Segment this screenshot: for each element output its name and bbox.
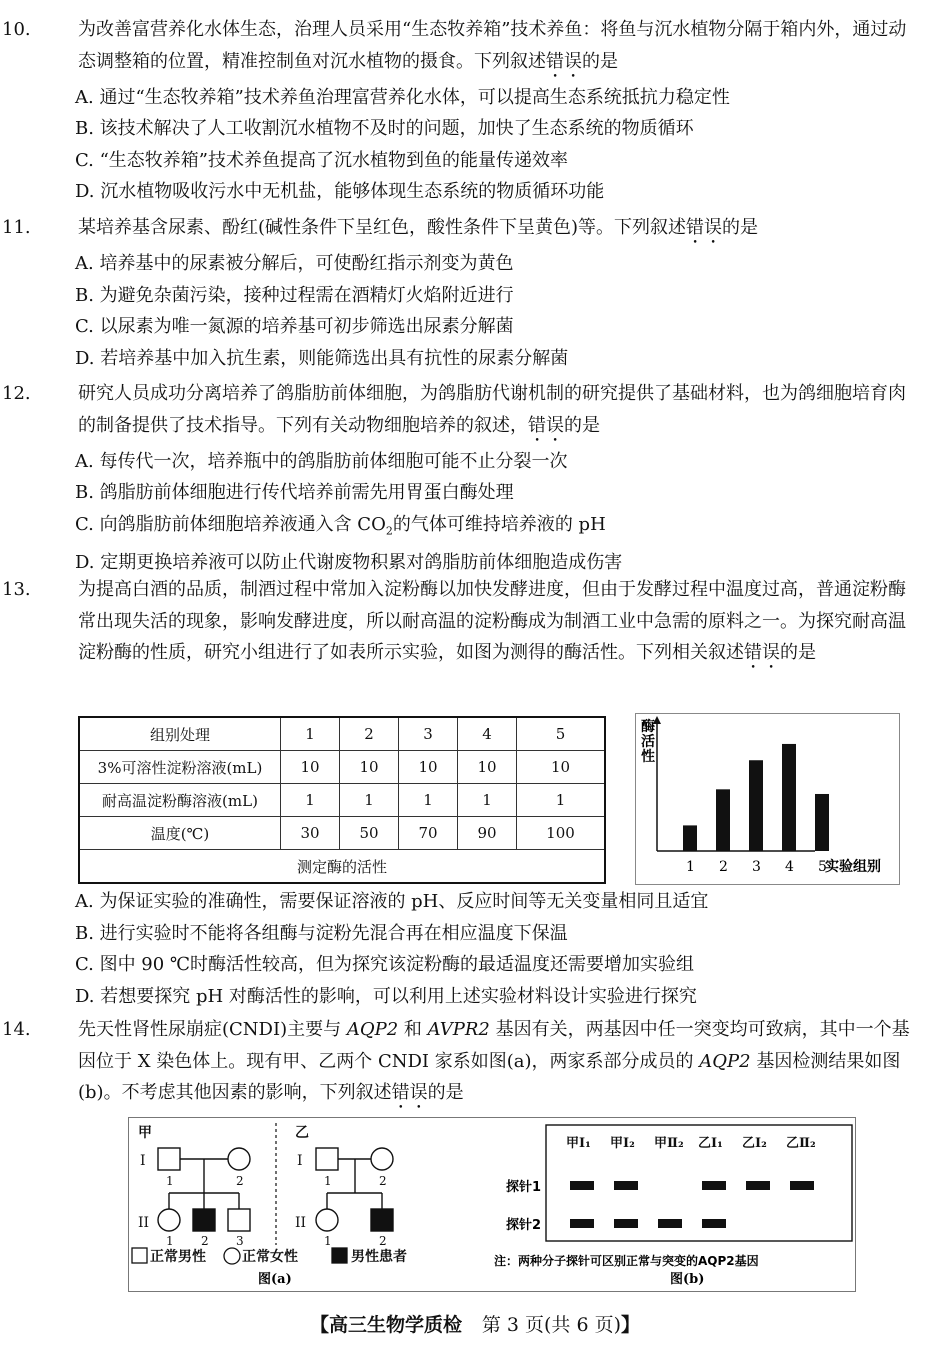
figure-caption: 图(a) <box>258 1272 292 1287</box>
gene-name: AVPR2 <box>427 1019 490 1040</box>
stem-text: 基因检测结果如图(b)。不考虑其他因素的影响，下列叙述 <box>78 1050 901 1103</box>
question-stem <box>2 378 915 446</box>
affected-male-symbol <box>371 1209 393 1231</box>
table-cell: 测定酶的活性 <box>79 850 605 884</box>
table-cell: 1 <box>281 717 340 751</box>
table-cell: 10 <box>281 751 340 784</box>
question-stem <box>2 1014 915 1113</box>
question-12 <box>2 378 915 578</box>
normal-female-symbol <box>228 1148 250 1170</box>
lane-label: 甲Ⅱ₂ <box>654 1136 684 1151</box>
question-number: 13. <box>2 579 31 600</box>
individual-number: 1 <box>324 1174 332 1188</box>
option-d[interactable]: D. 定期更换培养液可以防止代谢废物积累对鸽脂肪前体细胞造成伤害 <box>75 551 623 573</box>
normal-female-symbol <box>371 1148 393 1170</box>
question-number: 11. <box>2 217 31 238</box>
question-stem <box>2 14 915 82</box>
enzyme-activity-chart <box>635 713 900 885</box>
generation-label: II <box>138 1215 150 1231</box>
individual-number: 1 <box>166 1234 174 1248</box>
lane-label: 甲Ⅰ₁ <box>566 1136 591 1151</box>
affected-male-symbol <box>193 1209 215 1231</box>
individual-number: 3 <box>236 1234 244 1248</box>
question-10 <box>2 14 915 208</box>
y-label-3: 性 <box>641 749 655 765</box>
family-label-a: 甲 <box>138 1125 152 1141</box>
stem-text: 先天性肾性尿崩症(CNDI)主要与 <box>78 1019 347 1040</box>
bars-group <box>683 744 829 875</box>
x-tick-label: 2 <box>719 859 728 875</box>
lane-label: 乙Ⅰ₂ <box>742 1136 767 1151</box>
question-number: 14. <box>2 1019 31 1040</box>
legend-label: 正常女性 <box>242 1249 298 1265</box>
bar-3 <box>749 760 763 851</box>
question-number: 12. <box>2 383 31 404</box>
x-axis-label: 实验组别 <box>825 859 881 875</box>
option-a[interactable]: A. 培养基中的尿素被分解后，可使酚红指示剂变为黄色 <box>75 253 514 274</box>
question-stem <box>2 212 915 248</box>
stem-emphasis: 错误 <box>391 1082 428 1103</box>
table-row <box>79 817 605 850</box>
table-cell: 组别处理 <box>79 717 281 751</box>
stem-tail: 的是 <box>427 1082 464 1103</box>
stem-text: 研究人员成功分离培养了鸽脂肪前体细胞，为鸽脂肪代谢机制的研究提供了基础材料，也为鸽细胞培育肉的制备提供了技术指导。下列有关动物细胞培养的叙述， <box>78 383 906 436</box>
table-cell: 10 <box>458 751 517 784</box>
table-cell: 5 <box>517 717 606 751</box>
stem-emphasis: 错误 <box>528 414 564 436</box>
normal-male-symbol <box>228 1209 250 1231</box>
bar-4 <box>782 744 796 851</box>
individual-number: 1 <box>324 1234 332 1248</box>
stem-text: 某培养基含尿素、酚红(碱性条件下呈红色，酸性条件下呈黄色)等。下列叙述 <box>78 217 687 238</box>
probe1-band <box>790 1181 814 1190</box>
legend-male-icon <box>132 1248 147 1263</box>
x-tick-label: 5 <box>818 859 827 875</box>
stem-tail: 的是 <box>780 642 816 663</box>
stem-emphasis: 错误 <box>744 642 780 663</box>
option-c[interactable]: C. “生态牧养箱”技术养鱼提高了沉水植物到鱼的能量传递效率 <box>75 149 568 171</box>
table-cell: 1 <box>458 784 517 817</box>
probe1-band <box>746 1181 770 1190</box>
option-b[interactable]: B. 为避免杂菌污染，接种过程需在酒精灯火焰附近进行 <box>75 284 514 306</box>
normal-male-symbol <box>316 1148 338 1170</box>
option-a[interactable]: A. 每传代一次，培养瓶中的鸽脂肪前体细胞可能不止分裂一次 <box>75 450 568 472</box>
individual-number: 2 <box>379 1234 387 1248</box>
y-label-2: 活 <box>641 734 655 750</box>
probe1-band <box>614 1181 638 1190</box>
probe2-band <box>570 1219 594 1228</box>
page-footer <box>0 1310 950 1337</box>
question-stem <box>2 574 915 673</box>
gel-note: 注：两种分子探针可区别正常与突变的AQP2基因 <box>494 1254 759 1268</box>
option-c-text: C. 向鸽脂肪前体细胞培养液通入含 CO <box>75 513 386 535</box>
option-b[interactable]: B. 进行实验时不能将各组酶与淀粉先混合再在相应温度下保温 <box>75 922 568 944</box>
figure-caption: 图(b) <box>670 1272 705 1287</box>
question-11 <box>2 212 915 374</box>
generation-label: I <box>140 1153 146 1169</box>
question-13-options <box>40 886 915 1012</box>
stem-tail: 的是 <box>582 50 618 72</box>
pedigree-figure <box>128 1117 448 1292</box>
table-footer-row <box>79 850 605 884</box>
lane-label: 甲Ⅰ₂ <box>610 1136 635 1151</box>
table-cell: 1 <box>517 784 606 817</box>
stem-emphasis: 错误 <box>686 217 723 238</box>
table-cell: 1 <box>399 784 458 817</box>
x-tick-label: 4 <box>785 859 794 875</box>
family-label-b: 乙 <box>295 1125 309 1141</box>
individual-number: 2 <box>236 1174 244 1188</box>
lane-label: 乙Ⅰ₁ <box>698 1136 723 1151</box>
option-a[interactable]: A. 为保证实验的准确性，需要保证溶液的 pH、反应时间等无关变量相同且适宜 <box>75 891 709 912</box>
gel-figure <box>490 1117 856 1292</box>
stem-emphasis: 错误 <box>546 50 582 72</box>
table-cell: 温度(℃) <box>79 817 281 850</box>
experiment-table <box>78 716 606 884</box>
probe-label: 探针2 <box>506 1218 542 1233</box>
stem-text: 和 <box>398 1019 428 1040</box>
generation-label: II <box>295 1215 307 1231</box>
option-d[interactable]: D. 若培养基中加入抗生素，则能筛选出具有抗性的尿素分解菌 <box>75 347 569 369</box>
table-cell: 90 <box>458 817 517 850</box>
footer-title: 【高三生物学质检 <box>309 1314 462 1336</box>
bar-1 <box>683 825 697 851</box>
x-tick-label: 3 <box>752 859 761 875</box>
legend-patient-icon <box>332 1248 347 1263</box>
bar-5 <box>815 794 829 851</box>
legend-label: 男性患者 <box>351 1249 407 1265</box>
gene-name: AQP2 <box>346 1019 399 1040</box>
legend-female-icon <box>224 1248 240 1264</box>
probe1-band <box>570 1181 594 1190</box>
table-cell: 10 <box>517 751 606 784</box>
y-label-1: 酶 <box>641 719 655 735</box>
footer-bracket: 】 <box>621 1314 641 1336</box>
stem-tail: 的是 <box>722 217 759 238</box>
table-cell: 3%可溶性淀粉溶液(mL) <box>79 751 281 784</box>
option-d[interactable]: D. 若想要探究 pH 对酶活性的影响，可以利用上述实验材料设计实验进行探究 <box>75 985 697 1007</box>
stem-tail: 的是 <box>564 414 600 436</box>
option-c[interactable]: C. 图中 90 ℃时酶活性较高，但为探究该淀粉酶的最适温度还需要增加实验组 <box>75 954 695 975</box>
probe2-band <box>614 1219 638 1228</box>
table-cell: 3 <box>399 717 458 751</box>
stem-text: 基因有关，两基因中任一突变均可致病，其中一个基因位于 X 染色体上。现有甲、乙两个 CNDI 家系如图(a)，两家系部分成员的 <box>78 1019 910 1072</box>
gene-name: AQP2 <box>699 1050 751 1072</box>
table-header-row <box>79 717 605 751</box>
option-d[interactable]: D. 沉水植物吸收污水中无机盐，能够体现生态系统的物质循环功能 <box>75 181 605 202</box>
table-cell: 30 <box>281 817 340 850</box>
x-tick-label: 1 <box>686 859 695 875</box>
normal-female-symbol <box>316 1209 338 1231</box>
page-number: 第 3 页(共 6 页) <box>481 1314 622 1336</box>
legend-label: 正常男性 <box>150 1249 206 1265</box>
lane-label: 乙Ⅱ₂ <box>786 1136 816 1151</box>
option-c[interactable]: C. 以尿素为唯一氮源的培养基可初步筛选出尿素分解菌 <box>75 316 514 337</box>
option-b[interactable]: B. 鸽脂肪前体细胞进行传代培养前需先用胃蛋白酶处理 <box>75 482 514 503</box>
table-cell: 10 <box>399 751 458 784</box>
normal-male-symbol <box>158 1148 180 1170</box>
table-cell: 1 <box>281 784 340 817</box>
subscript: 2 <box>385 524 393 538</box>
option-a[interactable]: A. 通过“生态牧养箱”技术养鱼治理富营养化水体，可以提高生态系统抵抗力稳定性 <box>75 86 730 108</box>
table-row <box>79 751 605 784</box>
stem-text: 为提高白酒的品质，制酒过程中常加入淀粉酶以加快发酵进度，但由于发酵过程中温度过高，普通淀粉酶常出现失活的现象，影响发酵进度，所以耐高温的淀粉酶成为制酒工业中急需的原料之一。为探究耐高温淀粉酶的性质，研究小组进行了如表所示实验，如图为测得的酶活性。下列相关叙述 <box>78 579 906 663</box>
option-b[interactable]: B. 该技术解决了人工收割沉水植物不及时的问题，加快了生态系统的物质循环 <box>75 118 694 139</box>
table-cell: 2 <box>340 717 399 751</box>
probe1-band <box>702 1181 726 1190</box>
table-cell: 50 <box>340 817 399 850</box>
probe-label: 探针1 <box>506 1180 542 1195</box>
question-13 <box>2 574 915 673</box>
bar-2 <box>716 789 730 851</box>
table-row <box>79 784 605 817</box>
normal-female-symbol <box>158 1209 180 1231</box>
generation-label: I <box>297 1153 303 1169</box>
table-cell: 70 <box>399 817 458 850</box>
probe2-band <box>702 1219 726 1228</box>
stem-text: 为改善富营养化水体生态，治理人员采用“生态牧养箱”技术养鱼：将鱼与沉水植物分隔于箱内外，通过动态调整箱的位置，精准控制鱼对沉水植物的摄食。下列叙述 <box>78 19 907 72</box>
question-number: 10. <box>2 19 31 40</box>
table-cell: 耐高温淀粉酶溶液(mL) <box>79 784 281 817</box>
individual-number: 2 <box>201 1234 209 1248</box>
question-14 <box>2 1014 915 1113</box>
table-cell: 10 <box>340 751 399 784</box>
table-cell: 4 <box>458 717 517 751</box>
option-c[interactable] <box>40 509 915 547</box>
option-c-tail: 的气体可维持培养液的 pH <box>392 513 606 535</box>
individual-number: 1 <box>166 1174 174 1188</box>
individual-number: 2 <box>379 1174 387 1188</box>
table-cell: 1 <box>340 784 399 817</box>
table-cell: 100 <box>517 817 606 850</box>
probe2-band <box>658 1219 682 1228</box>
